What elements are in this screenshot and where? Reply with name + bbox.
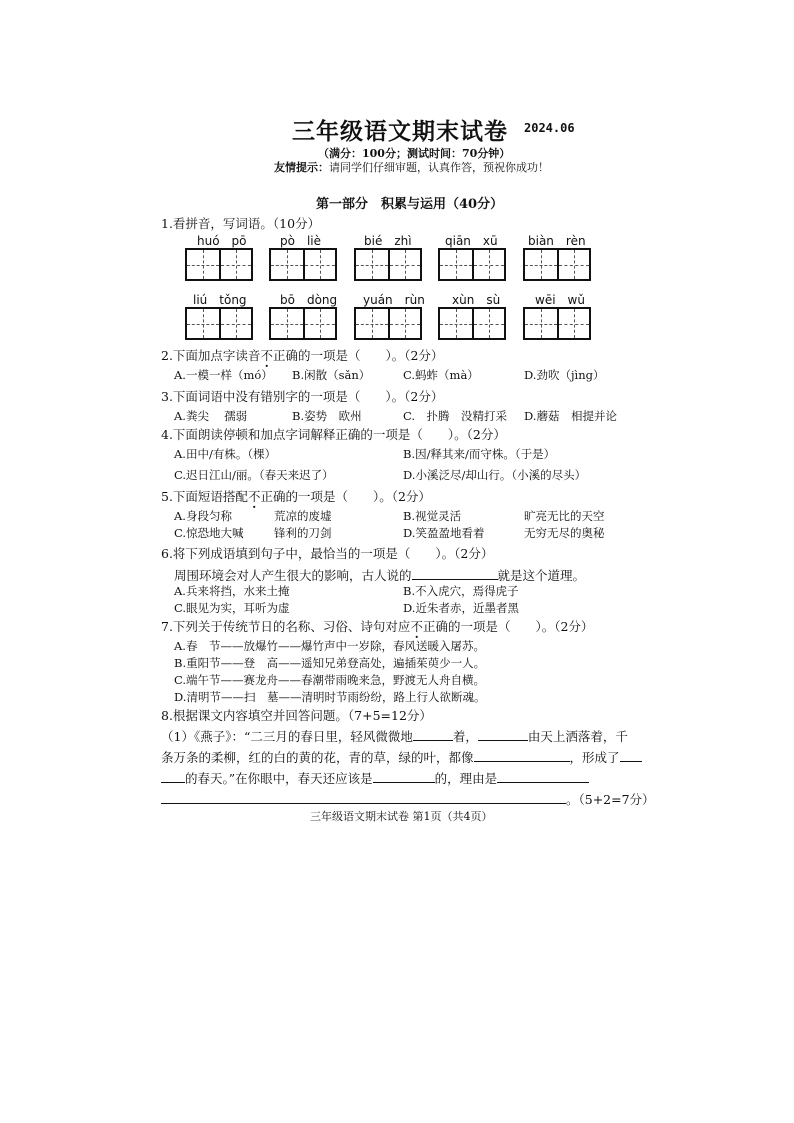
q2-option-a[interactable]: A.一模一样（mó） (174, 368, 273, 382)
blank-line[interactable] (474, 749, 570, 763)
q2-option-d[interactable]: D.劲吹（jìng） (524, 368, 605, 382)
q5-stem (161, 487, 431, 505)
pinyin: xùn sù (452, 293, 501, 307)
q2-option-c[interactable]: C.蚂蚱（mà） (403, 368, 479, 382)
q4-option-c[interactable]: C.迟日江山/丽。（春天来迟了） (174, 468, 334, 482)
line-text: 条万条的柔柳，红的白的黄的花，青的草，绿的叶，都像 (161, 750, 474, 765)
line-text: 着， (452, 729, 478, 744)
emphasis-char: 不 (260, 348, 273, 363)
pinyin: liú tǒng (193, 293, 247, 307)
q3-option-d[interactable]: D.蘑菇 相提并论 (524, 409, 617, 423)
q5-option-b-phrase: 旷亮无比的天空 (524, 509, 605, 523)
pinyin: huó pō (197, 234, 247, 248)
blank-line[interactable] (373, 770, 435, 784)
answer-grid[interactable] (438, 248, 506, 281)
blank-line[interactable] (497, 770, 589, 784)
q5-option-a-phrase: 荒凉的废墟 (274, 509, 332, 523)
stem-text: 正确的一项是（ ）。（2分） (272, 348, 444, 363)
q7-option-a[interactable]: A.春 节——放爆竹——爆竹声中一岁除，春风送暖入屠苏。 (174, 639, 485, 653)
q2-option-b[interactable]: B.闲散（sǎn） (292, 368, 371, 382)
answer-grid[interactable] (269, 307, 337, 340)
q7-option-c[interactable]: C.端午节——赛龙舟——春潮带雨晚来急，野渡无人舟自横。 (174, 673, 486, 687)
q8-line2 (161, 748, 642, 766)
blank-line[interactable] (161, 770, 185, 784)
q4-stem: 4.下面朗读停顿和加点字词解释正确的一项是（ ）。（2分） (161, 427, 506, 442)
tip-label: 友情提示： (274, 161, 329, 174)
blank-line[interactable] (620, 749, 642, 763)
q5-option-b[interactable]: B.视觉灵活 (403, 509, 462, 523)
answer-grid[interactable] (438, 307, 506, 340)
q3-option-c[interactable]: C. 扑腾 没精打采 (403, 409, 508, 423)
q5-option-d[interactable]: D.笑盈盈地看着 (403, 526, 485, 540)
line-text: （1）《燕子》：“二三月的春日里，轻风微微地 (161, 729, 413, 744)
pinyin: wēi wǔ (535, 293, 585, 307)
pinyin: yuán rùn (363, 293, 425, 307)
section-title: 第一部分 积累与运用（40分） (316, 197, 504, 212)
answer-grid[interactable] (354, 248, 422, 281)
answer-grid[interactable] (269, 248, 337, 281)
blank-line[interactable] (478, 728, 528, 742)
q8-line1 (161, 727, 628, 745)
q6-sentence (174, 566, 585, 584)
q5-option-c[interactable]: C.惊恐地大喊 (174, 526, 244, 540)
pinyin: pò liè (280, 234, 322, 248)
score-info: （满分：100分；测试时间：70分钟） (318, 147, 511, 160)
q7-option-b[interactable]: B.重阳节——登 高——遥知兄弟登高处，遍插茱萸少一人。 (174, 656, 486, 670)
blank-line[interactable] (412, 567, 498, 581)
q4-option-a[interactable]: A.田中/有株。（棵） (174, 447, 277, 461)
line-text: 。（5+2=7分） (566, 792, 655, 807)
pinyin: qiān xū (445, 234, 498, 248)
page-footer: 三年级语文期末试卷 第1页（共4页） (310, 810, 493, 823)
sentence-text: 就是这个道理。 (497, 568, 586, 583)
q3-option-b[interactable]: B.姿势 欧州 (292, 409, 362, 423)
emphasis-char: 不 (410, 619, 423, 634)
q6-option-c[interactable]: C.眼见为实，耳听为虚 (174, 601, 290, 615)
blank-line[interactable] (413, 728, 453, 742)
q4-option-b[interactable]: B.因/释其来/而守株。（于是） (403, 447, 556, 461)
q2-stem (161, 346, 443, 364)
line-text: 的春天。”在你眼中，春天还应该是 (185, 771, 373, 786)
q6-option-a[interactable]: A.兵来将挡，水来土掩 (174, 584, 290, 598)
q1-stem: 1.看拼音，写词语。（10分） (161, 216, 321, 231)
q6-option-d[interactable]: D.近朱者赤，近墨者黑 (403, 601, 519, 615)
pinyin: biàn rèn (528, 234, 586, 248)
emphasis-char: 不 (247, 489, 261, 504)
sentence-text: 周围环境会对人产生很大的影响，古人说的 (174, 568, 412, 583)
line-text: 由天上洒落着，千 (527, 729, 628, 744)
tip-text: 请同学们仔细审题，认真作答，预祝你成功！ (329, 161, 549, 174)
stem-text: 7.下列关于传统节日的名称、习俗、诗句对应 (161, 619, 411, 634)
exam-title: 三年级语文期末试卷 (292, 118, 508, 145)
stem-text: 正确的一项是（ ）。（2分） (422, 619, 594, 634)
q3-stem: 3.下面词语中没有错别字的一项是（ ）。（2分） (161, 389, 444, 404)
friendly-tip (274, 159, 549, 175)
line-text: ，形成了 (569, 750, 620, 765)
answer-grid[interactable] (185, 307, 253, 340)
stem-text: 正确的一项是（ ）。（2分） (260, 489, 431, 504)
pinyin: bō dòng (280, 293, 338, 307)
q4-option-d[interactable]: D.小溪泛尽/却山行。（小溪的尽头） (403, 468, 587, 482)
q7-stem (161, 617, 593, 635)
q5-option-c-phrase: 锋利的刀剑 (274, 526, 332, 540)
answer-grid[interactable] (354, 307, 422, 340)
stem-text: 2.下面加点字读音 (161, 348, 261, 363)
q5-option-d-phrase: 无穷无尽的奥秘 (524, 526, 605, 540)
answer-grid[interactable] (523, 248, 591, 281)
exam-date: 2024.06 (524, 121, 575, 135)
q7-option-d[interactable]: D.清明节——扫 墓——清明时节雨纷纷，路上行人欲断魂。 (174, 690, 486, 704)
line-text: 的，理由是 (434, 771, 498, 786)
q8-line4 (161, 790, 655, 808)
q6-option-b[interactable]: B.不入虎穴，焉得虎子 (403, 584, 519, 598)
answer-grid[interactable] (185, 248, 253, 281)
q8-stem: 8.根据课文内容填空并回答问题。（7+5=12分） (161, 708, 432, 723)
q3-option-a[interactable]: A.粪尖 孺弱 (174, 409, 248, 423)
q6-stem: 6.将下列成语填到句子中，最恰当的一项是（ ）。（2分） (161, 546, 494, 561)
blank-line[interactable] (161, 791, 566, 805)
answer-grid[interactable] (523, 307, 591, 340)
q8-line3 (161, 769, 589, 787)
stem-text: 5.下面短语搭配 (161, 489, 248, 504)
pinyin: bié zhì (364, 234, 412, 248)
q5-option-a[interactable]: A.身段匀称 (174, 509, 232, 523)
